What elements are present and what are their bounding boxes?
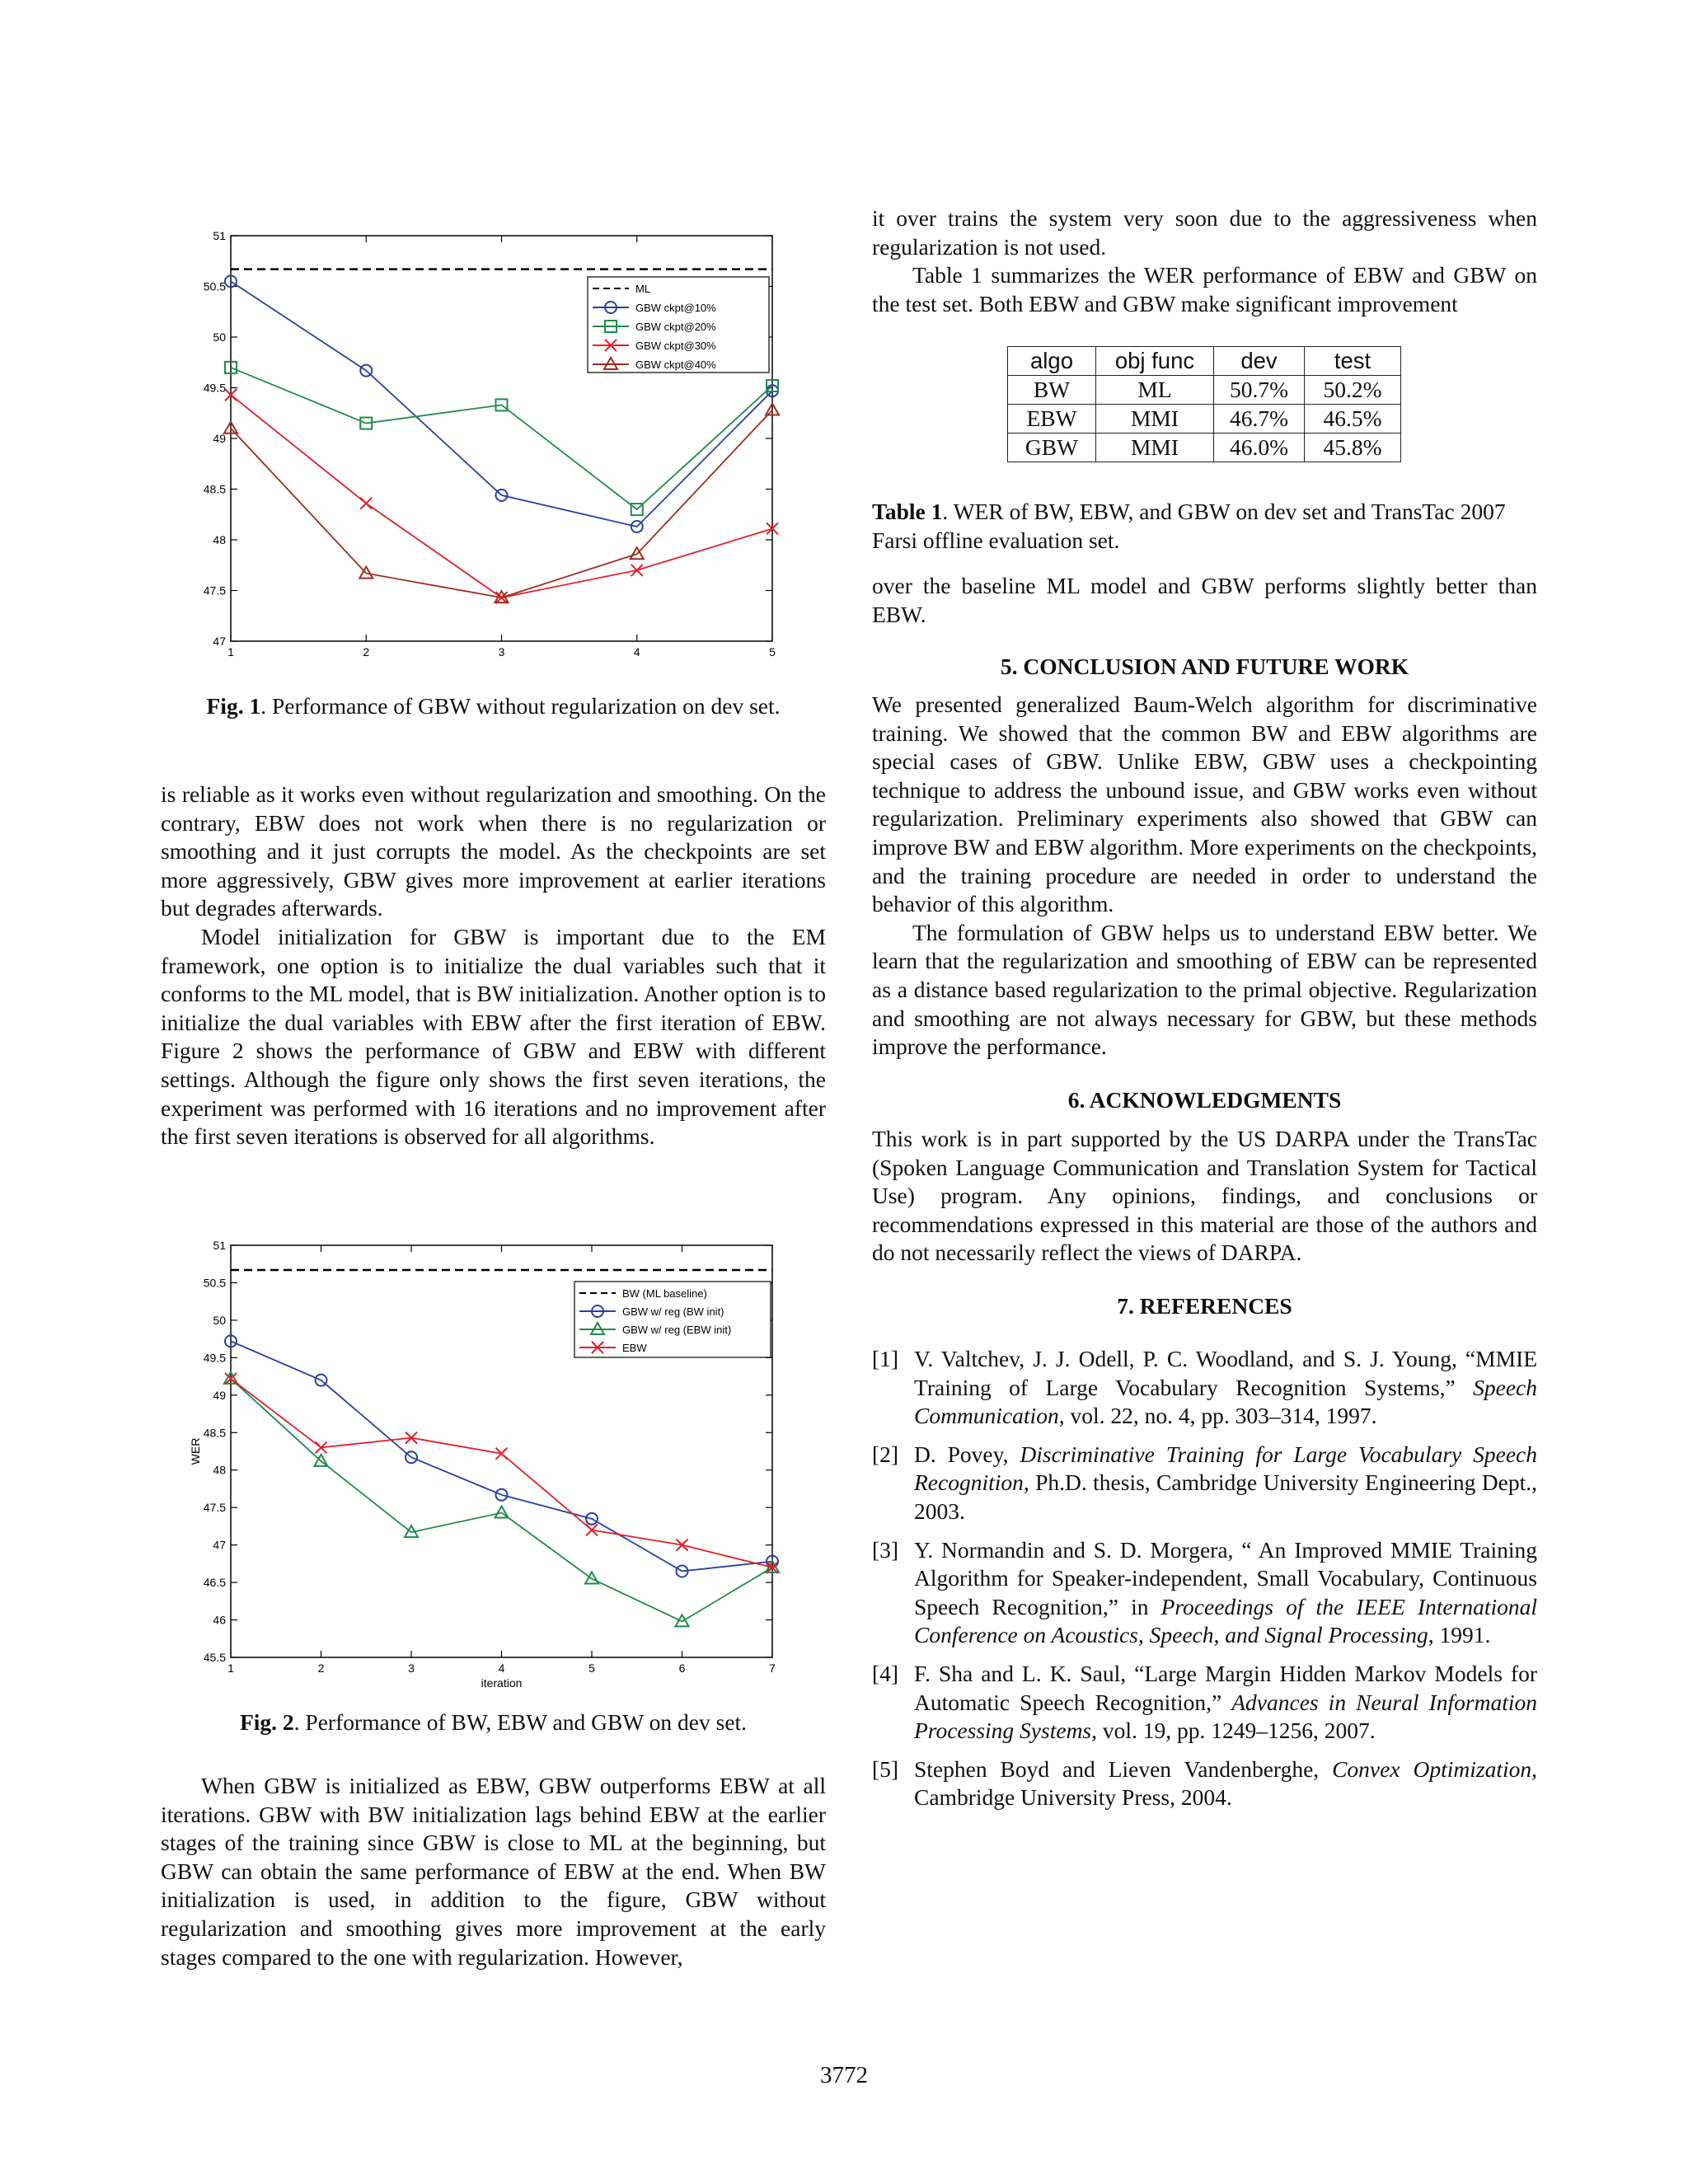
fig1-series-line [231, 368, 772, 509]
fig2-series-2 [224, 1372, 779, 1627]
fig2-series-3 [225, 1373, 778, 1573]
right-text-block-2 [872, 572, 1537, 629]
reference-authors: Y. Normandin and S. D. Morgera, “ An Improved MMIE Training Algorithm for Speaker-independent, Small Vocabulary, Continuous Speech Recognition,” in [914, 1536, 1537, 1619]
fig2-legend-label: EBW [622, 1342, 647, 1354]
left-text-block-2 [161, 1772, 826, 1971]
wer-table [1007, 346, 1401, 462]
fig1-caption-label: Fig. 1 [206, 693, 261, 719]
fig2-series-line [231, 1341, 772, 1571]
fig2-x-tick-label: 5 [588, 1661, 595, 1675]
fig2-y-tick-label: 51 [213, 1239, 226, 1252]
fig1-x-tick-label: 2 [363, 645, 370, 658]
fig2-y-tick-label: 49 [213, 1388, 226, 1402]
section-5-paragraph-2: The formulation of GBW helps us to understand EBW better. We learn that the regularization and smoothing of EBW can be represented as a distance based regularization to the primal objective. Regularization and smoothing are not always necessary for GBW, but these methods improve the performance. [872, 919, 1537, 1060]
table-header-cell: test [1305, 347, 1401, 376]
reference-details: , vol. 22, no. 4, pp. 303–314, 1997. [1058, 1403, 1377, 1429]
table-cell: 50.2% [1305, 376, 1401, 405]
fig2-legend-label: BW (ML baseline) [622, 1287, 707, 1300]
table-header-cell: dev [1214, 347, 1305, 376]
right-paragraph-1: it over trains the system very soon due to the aggressiveness when regularization is not used. [872, 205, 1537, 260]
fig2-series-line [231, 1379, 772, 1568]
fig2-y-tick-label: 47.5 [203, 1501, 226, 1515]
fig2-series-1 [225, 1335, 778, 1577]
fig1-y-tick-label: 47.5 [203, 583, 226, 598]
fig2-caption-text: . Performance of BW, EBW and GBW on dev set. [293, 1709, 748, 1735]
reference-number: [2] [872, 1441, 899, 1467]
table-cell: MMI [1096, 405, 1214, 434]
left-paragraph-2: Model initialization for GBW is important due to the EM framework, one option is to initialize the dual variables such that it conforms to the ML model, that is BW initialization. Another option is to initialize the dual variables with EBW after the first iteration of EBW. Figure 2 shows the performance of GBW and EBW with different settings. Although the figure only shows the first seven iterations, the experiment was performed with 16 iterations and no improvement after the first seven iterations is observed for all algorithms. [161, 923, 826, 1150]
reference-item [872, 1660, 1537, 1746]
fig1-y-tick-label: 47 [213, 635, 226, 648]
fig2-y-tick-label: 48 [213, 1463, 226, 1477]
reference-details: , Cambridge University Press, 2004. [914, 1755, 1537, 1811]
reference-details: , Ph.D. thesis, Cambridge University Engineering Dept., 2003. [914, 1469, 1537, 1524]
fig2-x-tick-label: 1 [227, 1661, 234, 1675]
reference-item [872, 1441, 1537, 1526]
section-6-paragraph-1: This work is in part supported by the US DARPA under the TransTac (Spoken Language Communication and Translation System for Tactical Use) program. Any opinions, findings, and conclusions or recommendations expressed in this material are those of the authors and do not necessarily reflect the views of DARPA. [872, 1126, 1537, 1266]
table-cell: 46.5% [1305, 405, 1401, 434]
fig1-series-line [231, 410, 772, 598]
fig2-x-axis-label: iteration [481, 1676, 523, 1690]
fig1-y-tick-label: 48 [213, 533, 226, 546]
reference-number: [3] [872, 1536, 899, 1563]
fig1-y-tick-label: 49.5 [203, 381, 226, 395]
left-paragraph-3: When GBW is initialized as EBW, GBW outperforms EBW at all iterations. GBW with BW initialization lags behind EBW at the earlier stages of the training since GBW is close to ML at the beginning, but GBW can obtain the same performance of EBW at the end. When BW initialization is used, in addition to the figure, GBW without regularization and smoothing gives more improvement at the early stages compared to the one with regularization. However, [161, 1773, 826, 1970]
fig2-legend-label: GBW w/ reg (EBW init) [622, 1324, 732, 1336]
reference-venue: Convex Optimization [1332, 1755, 1532, 1782]
table-cell: ML [1096, 376, 1214, 405]
left-text-block-1 [161, 780, 826, 1151]
table-cell: 46.7% [1214, 405, 1305, 434]
fig1-legend-label: ML [635, 283, 651, 295]
fig2-caption-label: Fig. 2 [239, 1709, 294, 1735]
fig1-caption [161, 692, 826, 721]
fig2-legend [574, 1282, 771, 1357]
reference-authors: Stephen Boyd and Lieven Vandenberghe, [914, 1755, 1333, 1782]
fig2-x-tick-label: 4 [498, 1661, 505, 1675]
fig2-x-tick-label: 6 [678, 1661, 686, 1675]
table-row [1008, 405, 1401, 434]
reference-item [872, 1345, 1537, 1431]
fig2-y-tick-label: 45.5 [203, 1651, 226, 1664]
fig2-y-tick-label: 46 [213, 1613, 226, 1627]
table-header-cell: algo [1008, 347, 1096, 376]
fig2-x-tick-label: 3 [408, 1661, 415, 1675]
section-7-title: 7. REFERENCES [1117, 1293, 1292, 1319]
reference-venue: Discriminative Training for Large Vocabulary Speech Recognition [914, 1441, 1537, 1496]
table-caption-text: . WER of BW, EBW, and GBW on dev set and TransTac 2007 Farsi offline evaluation set. [872, 499, 1506, 553]
fig2-x-tick-label: 2 [317, 1661, 325, 1675]
left-paragraph-1: is reliable as it works even without regularization and smoothing. On the contrary, EBW does not work when there is no regularization or smoothing and it just corrupts the model. As the checkpoints are set more aggressively, GBW gives more improvement at earlier iterations but degrades afterwards. [161, 781, 826, 921]
table-cell: 50.7% [1214, 376, 1305, 405]
table-cell: MMI [1096, 434, 1214, 462]
section-6-title: 6. ACKNOWLEDGMENTS [1067, 1087, 1342, 1113]
fig1-y-tick-label: 49 [213, 432, 226, 445]
table-cell: 46.0% [1214, 434, 1305, 462]
fig1-legend-label: GBW ckpt@30% [635, 340, 716, 352]
table-caption [872, 498, 1537, 555]
reference-details: , vol. 19, pp. 1249–1256, 2007. [1091, 1718, 1376, 1744]
section-5-paragraph-1: We presented generalized Baum-Welch algorithm for discriminative training. We showed that the common BW and EBW algorithms are special cases of GBW. Unlike EBW, GBW uses a checkpointing technique to address the unbound issue, and GBW works even without regularization. Preliminary experiments also showed that GBW can improve BW and EBW algorithm. More experiments on the checkpoints, and the training procedure are needed in order to understand the behavior of this algorithm. [872, 691, 1537, 917]
fig1-x-tick-label: 3 [498, 645, 505, 658]
fig1-x-tick-label: 4 [633, 645, 640, 658]
fig2-y-tick-label: 50.5 [203, 1276, 226, 1290]
reference-venue: Advances in Neural Information Processing Systems [914, 1689, 1537, 1744]
fig2-y-tick-label: 49.5 [203, 1351, 226, 1365]
reference-text [914, 1345, 1537, 1431]
fig2-caption [161, 1708, 826, 1737]
reference-text [914, 1441, 1537, 1526]
reference-details: , 1991. [1428, 1622, 1491, 1648]
reference-authors: D. Povey, [914, 1441, 1020, 1467]
table-header-cell: obj func [1096, 347, 1214, 376]
reference-text [914, 1755, 1537, 1812]
fig1-chart [194, 223, 820, 668]
fig2-y-tick-label: 50 [213, 1313, 226, 1327]
reference-venue: Proceedings of the IEEE International Conference on Acoustics, Speech, and Signal Processing [914, 1593, 1537, 1648]
reference-number: [4] [872, 1660, 899, 1686]
fig1-legend-label: GBW ckpt@10% [635, 302, 716, 314]
table-cell: 45.8% [1305, 434, 1401, 462]
table-caption-label: Table 1 [872, 499, 943, 524]
table-header-row [1008, 347, 1401, 376]
table-row [1008, 434, 1401, 462]
right-text-block-1 [872, 204, 1537, 318]
fig1-legend-label: GBW ckpt@40% [635, 359, 716, 371]
fig1-y-tick-label: 48.5 [203, 482, 226, 496]
table-row [1008, 376, 1401, 405]
fig1-series-4 [224, 404, 779, 603]
reference-venue: Speech Communication [914, 1374, 1537, 1429]
fig1-x-tick-label: 1 [227, 645, 234, 658]
fig2-x-tick-label: 7 [769, 1661, 776, 1675]
right-paragraph-3: over the baseline ML model and GBW performs slightly better than EBW. [872, 573, 1537, 627]
reference-list [872, 1345, 1537, 1812]
table-cell: BW [1008, 376, 1096, 405]
fig1-caption-text: . Performance of GBW without regularization on dev set. [260, 693, 781, 719]
fig2-y-tick-label: 48.5 [203, 1426, 226, 1440]
fig2-y-axis-label: WER [189, 1437, 202, 1465]
reference-item [872, 1755, 1537, 1812]
section-5-title: 5. CONCLUSION AND FUTURE WORK [1000, 654, 1409, 679]
reference-authors: F. Sha and L. K. Saul, “Large Margin Hidden Markov Models for Automatic Speech Recognition,” [914, 1660, 1537, 1715]
fig1-series-3 [225, 389, 778, 603]
fig1-y-tick-label: 50.5 [203, 279, 226, 293]
fig2-chart [189, 1232, 820, 1690]
reference-text [914, 1660, 1537, 1746]
fig2-legend-label: GBW w/ reg (BW init) [622, 1305, 724, 1318]
fig1-y-tick-label: 50 [213, 330, 226, 344]
fig1-x-tick-label: 5 [769, 645, 776, 658]
reference-number: [1] [872, 1346, 899, 1371]
section-5-body [872, 691, 1537, 1062]
table-cell: GBW [1008, 434, 1096, 462]
fig1-legend [588, 277, 769, 373]
table-cell: EBW [1008, 405, 1096, 434]
reference-text [914, 1536, 1537, 1650]
fig2-y-tick-label: 46.5 [203, 1576, 226, 1590]
reference-authors: V. Valtchev, J. J. Odell, P. C. Woodland, and S. J. Young, “MMIE Training of Large Vocabulary Recognition Systems,” [914, 1346, 1537, 1400]
fig2-y-tick-label: 47 [213, 1538, 226, 1552]
fig1-y-tick-label: 51 [213, 229, 226, 242]
page-number: 3772 [820, 2062, 868, 2088]
right-paragraph-2: Table 1 summarizes the WER performance of EBW and GBW on the test set. Both EBW and GBW make significant improvement [872, 262, 1537, 316]
section-6-body [872, 1125, 1537, 1268]
reference-number: [5] [872, 1755, 899, 1782]
fig1-legend-label: GBW ckpt@20% [635, 321, 716, 333]
reference-item [872, 1536, 1537, 1650]
